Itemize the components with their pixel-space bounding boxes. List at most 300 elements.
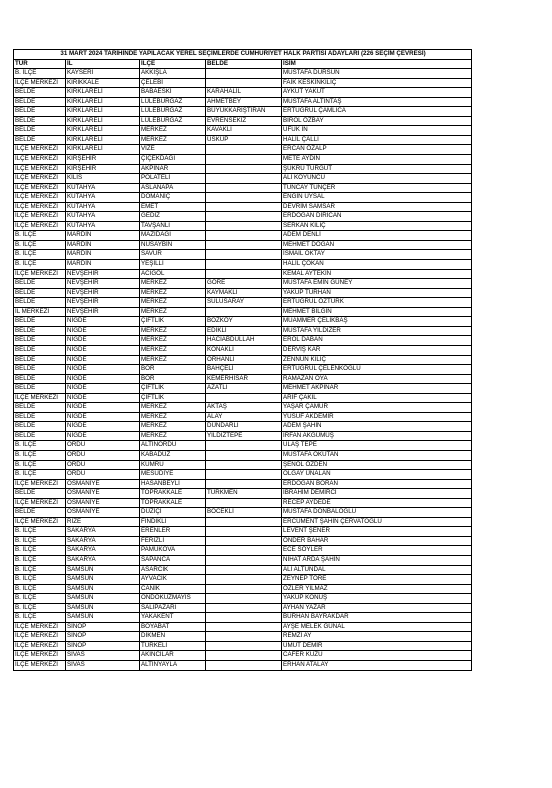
- isim-cell: ÖZLER YILMAZ: [282, 584, 472, 594]
- isim-cell: TUNCAY TUNÇER: [282, 183, 472, 193]
- ilce-cell: ONDOKUZMAYIS: [140, 594, 206, 604]
- isim-cell: ERTUĞRUL ÇAMLICA: [282, 107, 472, 117]
- ilce-cell: BOR: [140, 374, 206, 384]
- belde-cell: BÖCEKLİ: [206, 508, 282, 518]
- isim-cell: YAKUP KONUŞ: [282, 594, 472, 604]
- ilce-cell: MERKEZ: [140, 422, 206, 432]
- isim-cell: MEHMET BİLGİN: [282, 307, 472, 317]
- tur-cell: İL MERKEZİ: [14, 307, 66, 317]
- ilce-cell: ALTINYAYLA: [140, 661, 206, 671]
- ilce-cell: BABAESKİ: [140, 88, 206, 98]
- il-cell: MARDİN: [66, 231, 140, 241]
- ilce-cell: EMET: [140, 202, 206, 212]
- table-row: [14, 422, 472, 432]
- table-row: [14, 164, 472, 174]
- tur-cell: BELDE: [14, 355, 66, 365]
- tur-cell: BELDE: [14, 326, 66, 336]
- tur-cell: BELDE: [14, 298, 66, 308]
- isim-cell: MUAMMER ÇELİKBAŞ: [282, 317, 472, 327]
- isim-cell: MUSTAFA DURSUN: [282, 69, 472, 79]
- il-cell: KIRKLARELİ: [66, 97, 140, 107]
- table-row: [14, 116, 472, 126]
- isim-cell: HALİL ÇOKAN: [282, 260, 472, 270]
- il-cell: NİĞDE: [66, 326, 140, 336]
- ilce-cell: AKKIŞLA: [140, 69, 206, 79]
- tur-cell: BELDE: [14, 336, 66, 346]
- tur-cell: BELDE: [14, 422, 66, 432]
- tur-cell: BELDE: [14, 412, 66, 422]
- tur-cell: B. İLÇE: [14, 470, 66, 480]
- table-row: [14, 269, 472, 279]
- isim-cell: ERTUĞRUL ÖZTÜRK: [282, 298, 472, 308]
- isim-cell: MUSTAFA YILDIZER: [282, 326, 472, 336]
- belde-cell: [206, 536, 282, 546]
- table-row: [14, 231, 472, 241]
- belde-cell: [206, 441, 282, 451]
- isim-cell: UFUK İN: [282, 126, 472, 136]
- tur-cell: B. İLÇE: [14, 250, 66, 260]
- tur-cell: İLÇE MERKEZİ: [14, 78, 66, 88]
- ilce-cell: SALIPAZARI: [140, 603, 206, 613]
- ilce-cell: BOR: [140, 365, 206, 375]
- belde-cell: AZATLI: [206, 384, 282, 394]
- table-row: [14, 345, 472, 355]
- table-row: [14, 135, 472, 145]
- il-cell: NEVŞEHİR: [66, 279, 140, 289]
- tur-cell: BELDE: [14, 431, 66, 441]
- tur-cell: BELDE: [14, 508, 66, 518]
- belde-cell: [206, 651, 282, 661]
- isim-cell: İRFAN AKGÜMÜŞ: [282, 431, 472, 441]
- table-row: [14, 584, 472, 594]
- ilce-cell: CANİK: [140, 584, 206, 594]
- isim-cell: ERTUĞRUL ÇELENKOĞLU: [282, 365, 472, 375]
- ilce-cell: FINDIKLI: [140, 517, 206, 527]
- table-row: [14, 155, 472, 165]
- belde-cell: KEMERHİSAR: [206, 374, 282, 384]
- table-row: [14, 460, 472, 470]
- belde-cell: [206, 661, 282, 671]
- isim-cell: METE AYDIN: [282, 155, 472, 165]
- il-cell: NİĞDE: [66, 336, 140, 346]
- isim-cell: AYŞE MELEK GÜNAL: [282, 622, 472, 632]
- il-cell: SAMSUN: [66, 565, 140, 575]
- ilce-cell: VİZE: [140, 145, 206, 155]
- table-row: [14, 145, 472, 155]
- belde-cell: TÜRKMEN: [206, 489, 282, 499]
- belde-cell: [206, 221, 282, 231]
- belde-cell: ORHANLI: [206, 355, 282, 365]
- isim-cell: ECE SÖYLER: [282, 546, 472, 556]
- table-row: [14, 536, 472, 546]
- table-row: [14, 450, 472, 460]
- ilce-cell: YEŞİLLİ: [140, 260, 206, 270]
- ilce-cell: MERKEZ: [140, 279, 206, 289]
- ilce-cell: PAMUKOVA: [140, 546, 206, 556]
- ilce-cell: NUSAYBİN: [140, 240, 206, 250]
- ilce-cell: MERKEZ: [140, 345, 206, 355]
- table-row: [14, 183, 472, 193]
- table-row: [14, 355, 472, 365]
- table-row: [14, 288, 472, 298]
- belde-cell: KAVAKLI: [206, 126, 282, 136]
- isim-cell: HALİL ÇALLI: [282, 135, 472, 145]
- table-row: [14, 78, 472, 88]
- ilce-cell: AKPINAR: [140, 164, 206, 174]
- table-row: [14, 498, 472, 508]
- il-cell: SİVAS: [66, 661, 140, 671]
- table-row: [14, 441, 472, 451]
- isim-cell: ŞENOL ÖZDEN: [282, 460, 472, 470]
- belde-cell: ALAY: [206, 412, 282, 422]
- tur-cell: B. İLÇE: [14, 441, 66, 451]
- il-cell: ORDU: [66, 441, 140, 451]
- isim-cell: ERCAN ÖZALP: [282, 145, 472, 155]
- il-cell: NİĞDE: [66, 412, 140, 422]
- ilce-cell: MERKEZ: [140, 355, 206, 365]
- belde-cell: EVRENSEKİZ: [206, 116, 282, 126]
- il-cell: NİĞDE: [66, 365, 140, 375]
- tur-cell: BELDE: [14, 384, 66, 394]
- belde-cell: [206, 584, 282, 594]
- isim-cell: RAMAZAN OYA: [282, 374, 472, 384]
- ilce-cell: TOPRAKKALE: [140, 489, 206, 499]
- ilce-cell: ÇELEBİ: [140, 78, 206, 88]
- table-row: [14, 384, 472, 394]
- ilce-cell: LÜLEBURGAZ: [140, 97, 206, 107]
- isim-cell: ALİ ALTUNDAL: [282, 565, 472, 575]
- ilce-cell: MAZIDAĞI: [140, 231, 206, 241]
- ilce-cell: ÇİFTLİK: [140, 393, 206, 403]
- candidate-table: [13, 49, 472, 671]
- table-row: [14, 575, 472, 585]
- il-cell: NEVŞEHİR: [66, 288, 140, 298]
- tur-cell: İLÇE MERKEZİ: [14, 622, 66, 632]
- belde-cell: [206, 460, 282, 470]
- table-row: [14, 594, 472, 604]
- column-header-ilce: İLÇE: [140, 59, 206, 69]
- il-cell: KIRŞEHİR: [66, 155, 140, 165]
- il-cell: SAKARYA: [66, 546, 140, 556]
- tur-cell: İLÇE MERKEZİ: [14, 193, 66, 203]
- il-cell: OSMANİYE: [66, 508, 140, 518]
- isim-cell: ENGİN UYSAL: [282, 193, 472, 203]
- tur-cell: B. İLÇE: [14, 613, 66, 623]
- table-row: [14, 298, 472, 308]
- tur-cell: BELDE: [14, 403, 66, 413]
- belde-cell: [206, 69, 282, 79]
- isim-cell: KEMAL AYTEKİN: [282, 269, 472, 279]
- belde-cell: EDİKLİ: [206, 326, 282, 336]
- tur-cell: İLÇE MERKEZİ: [14, 145, 66, 155]
- header-row: [14, 59, 472, 69]
- il-cell: KÜTAHYA: [66, 221, 140, 231]
- belde-cell: [206, 250, 282, 260]
- table-row: [14, 336, 472, 346]
- isim-cell: ERDOĞAN DİRİCAN: [282, 212, 472, 222]
- tur-cell: BELDE: [14, 135, 66, 145]
- isim-cell: YAŞAR ÇAMUR: [282, 403, 472, 413]
- tur-cell: B. İLÇE: [14, 584, 66, 594]
- tur-cell: BELDE: [14, 97, 66, 107]
- ilce-cell: MERKEZ: [140, 126, 206, 136]
- ilce-cell: TÜRKELİ: [140, 641, 206, 651]
- table-row: [14, 412, 472, 422]
- il-cell: NİĞDE: [66, 403, 140, 413]
- isim-cell: ZEYNEP TÖRE: [282, 575, 472, 585]
- belde-cell: BÜYÜKKARIŞTIRAN: [206, 107, 282, 117]
- ilce-cell: MERKEZ: [140, 288, 206, 298]
- il-cell: KIRKLARELİ: [66, 126, 140, 136]
- belde-cell: [206, 546, 282, 556]
- tur-cell: B. İLÇE: [14, 575, 66, 585]
- il-cell: NİĞDE: [66, 355, 140, 365]
- belde-cell: KARAHALİL: [206, 88, 282, 98]
- belde-cell: [206, 202, 282, 212]
- ilce-cell: FERİZLİ: [140, 536, 206, 546]
- table-row: [14, 517, 472, 527]
- tur-cell: İLÇE MERKEZİ: [14, 269, 66, 279]
- belde-cell: SULUSARAY: [206, 298, 282, 308]
- il-cell: NİĞDE: [66, 422, 140, 432]
- tur-cell: BELDE: [14, 345, 66, 355]
- il-cell: NİĞDE: [66, 384, 140, 394]
- isim-cell: ERDOĞAN BORAN: [282, 479, 472, 489]
- isim-cell: ERCÜMENT ŞAHİN ÇERVATOĞLU: [282, 517, 472, 527]
- table-row: [14, 613, 472, 623]
- belde-cell: BAHÇELİ: [206, 365, 282, 375]
- ilce-cell: DOMANİÇ: [140, 193, 206, 203]
- tur-cell: İLÇE MERKEZİ: [14, 164, 66, 174]
- table-row: [14, 326, 472, 336]
- ilce-cell: MERKEZ: [140, 135, 206, 145]
- isim-cell: İSMAİL OKTAY: [282, 250, 472, 260]
- il-cell: NEVŞEHİR: [66, 307, 140, 317]
- tur-cell: İLÇE MERKEZİ: [14, 498, 66, 508]
- belde-cell: YILDIZTEPE: [206, 431, 282, 441]
- il-cell: KIRKLARELİ: [66, 135, 140, 145]
- il-cell: KÜTAHYA: [66, 202, 140, 212]
- isim-cell: MEHMET AKPINAR: [282, 384, 472, 394]
- table-row: [14, 470, 472, 480]
- isim-cell: BURHAN BAYRAKDAR: [282, 613, 472, 623]
- isim-cell: ÜMÜT DEMİR: [282, 641, 472, 651]
- ilce-cell: ASARCIK: [140, 565, 206, 575]
- ilce-cell: MERKEZ: [140, 298, 206, 308]
- tur-cell: BELDE: [14, 107, 66, 117]
- isim-cell: ADEM DENLİ: [282, 231, 472, 241]
- ilce-cell: SAVUR: [140, 250, 206, 260]
- isim-cell: ULAŞ TEPE: [282, 441, 472, 451]
- table-row: [14, 546, 472, 556]
- ilce-cell: MERKEZ: [140, 336, 206, 346]
- belde-cell: [206, 393, 282, 403]
- tur-cell: BELDE: [14, 374, 66, 384]
- isim-cell: MUSTAFA ALTINTAŞ: [282, 97, 472, 107]
- il-cell: SAKARYA: [66, 555, 140, 565]
- belde-cell: KONAKLI: [206, 345, 282, 355]
- isim-cell: İBRAHİM DEMİRCİ: [282, 489, 472, 499]
- il-cell: KIRŞEHİR: [66, 164, 140, 174]
- belde-cell: [206, 565, 282, 575]
- tur-cell: İLÇE MERKEZİ: [14, 221, 66, 231]
- table-row: [14, 661, 472, 671]
- ilce-cell: LÜLEBURGAZ: [140, 107, 206, 117]
- ilce-cell: ALTINORDU: [140, 441, 206, 451]
- il-cell: KIRIKKALE: [66, 78, 140, 88]
- isim-cell: ÖNDER BAHAR: [282, 536, 472, 546]
- column-header-tur: TÜR: [14, 59, 66, 69]
- il-cell: OSMANİYE: [66, 498, 140, 508]
- isim-cell: ZENNUN KILIÇ: [282, 355, 472, 365]
- tur-cell: B. İLÇE: [14, 555, 66, 565]
- isim-cell: DEVRİM SAMSAR: [282, 202, 472, 212]
- tur-cell: İLÇE MERKEZİ: [14, 183, 66, 193]
- table-row: [14, 279, 472, 289]
- tur-cell: İLÇE MERKEZİ: [14, 393, 66, 403]
- isim-cell: AYHAN YAZAR: [282, 603, 472, 613]
- isim-cell: FAİK KESKİNKILIÇ: [282, 78, 472, 88]
- isim-cell: YAKUP TURHAN: [282, 288, 472, 298]
- table-row: [14, 489, 472, 499]
- belde-cell: [206, 212, 282, 222]
- ilce-cell: MERKEZ: [140, 412, 206, 422]
- il-cell: NİĞDE: [66, 317, 140, 327]
- table-row: [14, 374, 472, 384]
- il-cell: SAMSUN: [66, 594, 140, 604]
- table-row: [14, 202, 472, 212]
- table-row: [14, 479, 472, 489]
- table-row: [14, 651, 472, 661]
- tur-cell: BELDE: [14, 88, 66, 98]
- il-cell: SİNOP: [66, 622, 140, 632]
- table-row: [14, 365, 472, 375]
- il-cell: MARDİN: [66, 240, 140, 250]
- isim-cell: AYKUT YAKUT: [282, 88, 472, 98]
- ilce-cell: ÇİFTLİK: [140, 384, 206, 394]
- il-cell: SAMSUN: [66, 603, 140, 613]
- tur-cell: B. İLÇE: [14, 460, 66, 470]
- ilce-cell: KABADÜZ: [140, 450, 206, 460]
- belde-cell: [206, 174, 282, 184]
- tur-cell: B. İLÇE: [14, 260, 66, 270]
- il-cell: SİVAS: [66, 651, 140, 661]
- table-title: 31 MART 2024 TARİHİNDE YAPILACAK YEREL SEÇİMLERDE CUMHURİYET HALK PARTİSİ ADAYLARI (226 SEÇİM ÇEVRESİ): [14, 50, 472, 60]
- il-cell: KIRKLARELİ: [66, 107, 140, 117]
- table-row: [14, 250, 472, 260]
- ilce-cell: GEDİZ: [140, 212, 206, 222]
- belde-cell: [206, 555, 282, 565]
- belde-cell: BOZKÖY: [206, 317, 282, 327]
- isim-cell: OLGAY ÜNALAN: [282, 470, 472, 480]
- ilce-cell: MERKEZ: [140, 307, 206, 317]
- tur-cell: B. İLÇE: [14, 450, 66, 460]
- belde-cell: [206, 269, 282, 279]
- ilce-cell: POLATELİ: [140, 174, 206, 184]
- belde-cell: [206, 78, 282, 88]
- table-row: [14, 221, 472, 231]
- isim-cell: ŞÜKRÜ TURGUT: [282, 164, 472, 174]
- il-cell: SAMSUN: [66, 575, 140, 585]
- ilce-cell: MERKEZ: [140, 403, 206, 413]
- tur-cell: BELDE: [14, 126, 66, 136]
- ilce-cell: AKINCILAR: [140, 651, 206, 661]
- belde-cell: [206, 622, 282, 632]
- ilce-cell: TOPRAKKALE: [140, 498, 206, 508]
- tur-cell: İLÇE MERKEZİ: [14, 202, 66, 212]
- il-cell: KİLİS: [66, 174, 140, 184]
- tur-cell: BELDE: [14, 279, 66, 289]
- column-header-il: İL: [66, 59, 140, 69]
- tur-cell: BELDE: [14, 288, 66, 298]
- table-row: [14, 260, 472, 270]
- belde-cell: GÖRE: [206, 279, 282, 289]
- il-cell: SAMSUN: [66, 613, 140, 623]
- isim-cell: BİROL ÖZBAY: [282, 116, 472, 126]
- belde-cell: [206, 603, 282, 613]
- ilce-cell: LÜLEBURGAZ: [140, 116, 206, 126]
- tur-cell: B. İLÇE: [14, 240, 66, 250]
- isim-cell: RECEP AYDEDE: [282, 498, 472, 508]
- table-row: [14, 97, 472, 107]
- tur-cell: İLÇE MERKEZİ: [14, 517, 66, 527]
- tur-cell: İLÇE MERKEZİ: [14, 174, 66, 184]
- table-row: [14, 88, 472, 98]
- il-cell: RİZE: [66, 517, 140, 527]
- tur-cell: B. İLÇE: [14, 546, 66, 556]
- ilce-cell: ÇİÇEKDAĞI: [140, 155, 206, 165]
- belde-cell: HACIABDULLAH: [206, 336, 282, 346]
- belde-cell: [206, 307, 282, 317]
- belde-cell: DÜNDARLI: [206, 422, 282, 432]
- tur-cell: BELDE: [14, 116, 66, 126]
- table-row: [14, 307, 472, 317]
- tur-cell: BELDE: [14, 365, 66, 375]
- tur-cell: İLÇE MERKEZİ: [14, 212, 66, 222]
- belde-cell: [206, 240, 282, 250]
- belde-cell: [206, 145, 282, 155]
- table-row: [14, 107, 472, 117]
- il-cell: OSMANİYE: [66, 479, 140, 489]
- ilce-cell: ACIGÖL: [140, 269, 206, 279]
- il-cell: KAYSERİ: [66, 69, 140, 79]
- table-row: [14, 69, 472, 79]
- belde-cell: [206, 183, 282, 193]
- table-row: [14, 174, 472, 184]
- belde-cell: [206, 470, 282, 480]
- il-cell: SAKARYA: [66, 527, 140, 537]
- belde-cell: [206, 641, 282, 651]
- tur-cell: B. İLÇE: [14, 527, 66, 537]
- il-cell: SAKARYA: [66, 536, 140, 546]
- isim-cell: ERHAN ATALAY: [282, 661, 472, 671]
- belde-cell: AHMETBEY: [206, 97, 282, 107]
- ilce-cell: HASANBEYLİ: [140, 479, 206, 489]
- table-row: [14, 212, 472, 222]
- il-cell: SİNOP: [66, 632, 140, 642]
- ilce-cell: DİKMEN: [140, 632, 206, 642]
- il-cell: MARDİN: [66, 260, 140, 270]
- table-row: [14, 240, 472, 250]
- belde-cell: AKTAŞ: [206, 403, 282, 413]
- tur-cell: B. İLÇE: [14, 231, 66, 241]
- il-cell: KÜTAHYA: [66, 212, 140, 222]
- ilce-cell: ASLANAPA: [140, 183, 206, 193]
- belde-cell: [206, 594, 282, 604]
- table-row: [14, 641, 472, 651]
- title-row: [14, 50, 472, 60]
- belde-cell: [206, 479, 282, 489]
